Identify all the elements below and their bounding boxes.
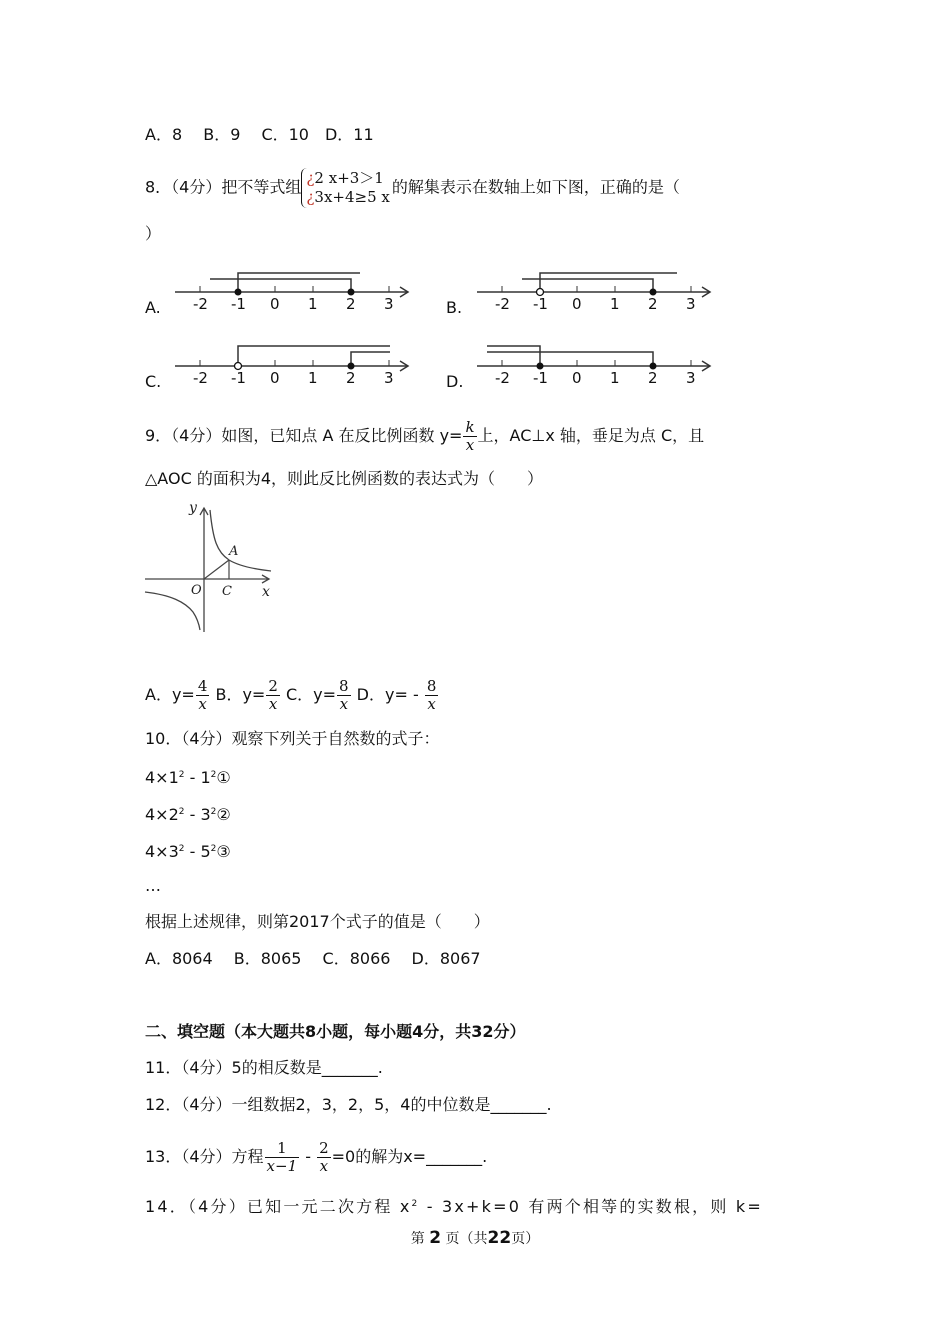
tick-label: -2 (193, 295, 208, 313)
option-a-label: A. (145, 298, 161, 317)
tick-label: 1 (610, 369, 620, 387)
row-a: 4×3 (145, 842, 179, 861)
number-line-d (472, 336, 717, 400)
row-mark: ③ (216, 842, 231, 861)
glyph-1: ¿ (306, 169, 315, 187)
q9-suffix: 上，AC⊥x 轴，垂足为点 C，且 (477, 426, 705, 445)
section-heading: 二、填空题（本大题共8小题，每小题4分，共32分） (145, 1022, 526, 1041)
tick-label: -1 (533, 369, 548, 387)
frac-den: x (339, 695, 349, 713)
tick-label: 0 (270, 369, 280, 387)
inequality-2: 3x+4≥5 x (314, 188, 390, 206)
row-b: - 1 (184, 768, 211, 787)
q8-prefix: 8．（4分）把不等式组 (145, 177, 302, 197)
superscript: 2 (411, 1199, 420, 1209)
frac-den: x−1 (266, 1157, 298, 1175)
number-line-a (170, 262, 415, 326)
q10-title: 10．（4分）观察下列关于自然数的式子： (145, 729, 440, 748)
page-footer (0, 1228, 950, 1248)
fraction-2 (317, 1140, 331, 1175)
tick-label: 3 (686, 369, 696, 387)
tick-label: 3 (384, 369, 394, 387)
frac-den: x (198, 695, 207, 713)
tick-label: 0 (572, 295, 582, 313)
superscript: 2 (178, 807, 185, 817)
q10-ellipsis: … (145, 876, 161, 895)
option-d-label: D. (446, 372, 464, 391)
glyph-2: ¿ (306, 188, 315, 206)
option-c-fraction (337, 678, 351, 713)
q13-text (145, 1140, 487, 1175)
frac-den: x (465, 436, 475, 454)
q14-b: - 3x+k=0 有两个相等的实数根，则 k= (419, 1197, 763, 1216)
superscript: 2 (210, 807, 217, 817)
q14-text (145, 1193, 763, 1218)
point-c-label: C (222, 584, 232, 599)
q9-line2: △AOC 的面积为4，则此反比例函数的表达式为（ ） (145, 469, 544, 488)
q10-row-3 (145, 838, 231, 863)
q11-text: 11．（4分）5的相反数是_______. (145, 1058, 383, 1077)
option-d-fraction (425, 678, 439, 713)
fraction-k-over-x (463, 419, 476, 454)
tick-label: -2 (495, 369, 510, 387)
q10-options: A．8064 B．8065 C．8066 D．8067 (145, 949, 481, 968)
tick-label: -2 (193, 369, 208, 387)
tick-label: -1 (231, 369, 246, 387)
q13-prefix: 13．（4分）方程 (145, 1147, 264, 1166)
superscript: 2 (210, 844, 217, 854)
frac-num: 8 (426, 677, 437, 695)
q13-suffix: =0的解为x=_______. (331, 1147, 488, 1166)
tick-label: 2 (648, 295, 658, 313)
row-a: 4×1 (145, 768, 179, 787)
q14-a: 14．（4分）已知一元二次方程 x (145, 1197, 412, 1216)
footer-pre: 第 (410, 1231, 425, 1247)
tick-label: -1 (533, 295, 548, 313)
q8-text (145, 168, 680, 208)
row-b: - 5 (184, 842, 211, 861)
hyperbola-graph (143, 500, 283, 639)
inequality-system (301, 168, 392, 208)
tick-label: 3 (384, 295, 394, 313)
x-axis-label: x (262, 584, 270, 600)
q9-prefix: 9．（4分）如图，已知点 A 在反比例函数 y= (145, 426, 463, 445)
frac-num: 4 (197, 677, 208, 695)
q7-options: A．8 B．9 C．10 D．11 (145, 125, 374, 144)
point-a-label: A (229, 544, 239, 559)
q8-suffix: 的解集表示在数轴上如下图，正确的是（ (391, 177, 680, 197)
q9-option-b: B．y= (215, 685, 266, 704)
q9-option-d: D．y= - (356, 685, 419, 704)
frac-num: 2 (268, 677, 278, 695)
frac-num: 1 (265, 1140, 300, 1158)
q10-row-1 (145, 764, 231, 789)
number-line-b (472, 262, 717, 326)
footer-mid: 页（共 (445, 1231, 488, 1247)
option-b-label: B. (446, 298, 463, 317)
frac-num: k (465, 418, 475, 436)
total-pages: 22 (487, 1228, 512, 1248)
superscript: 2 (210, 770, 217, 780)
q9-option-a: A．y= (145, 685, 195, 704)
q9-options (145, 678, 439, 713)
q12-text: 12．（4分）一组数据2，3，2，5，4的中位数是_______. (145, 1095, 552, 1114)
y-axis-label: y (189, 500, 197, 516)
tick-label: 3 (686, 295, 696, 313)
minus-sign: - (300, 1147, 317, 1166)
number-line-c (170, 336, 415, 400)
row-mark: ① (216, 768, 231, 787)
tick-label: -1 (231, 295, 246, 313)
tick-label: 2 (346, 369, 356, 387)
option-b-fraction (266, 678, 280, 713)
q8-close-paren: ） (145, 224, 162, 243)
q10-question: 根据上述规律，则第2017个式子的值是（ ） (145, 912, 490, 931)
inequality-1: 2 x+3＞1 (314, 169, 384, 187)
q9-option-c: C．y= (285, 685, 337, 704)
tick-label: 1 (308, 369, 318, 387)
tick-label: 0 (572, 369, 582, 387)
option-c-label: C. (145, 372, 162, 391)
q10-row-2 (145, 801, 231, 826)
origin-label: O (191, 583, 202, 598)
option-a-fraction (196, 678, 210, 713)
tick-label: 2 (648, 369, 658, 387)
q9-text (145, 419, 704, 454)
frac-num: 8 (339, 677, 349, 695)
superscript: 2 (178, 770, 185, 780)
footer-post: 页） (511, 1231, 540, 1247)
tick-label: 0 (270, 295, 280, 313)
tick-label: -2 (495, 295, 510, 313)
tick-label: 1 (308, 295, 318, 313)
frac-den: x (268, 695, 278, 713)
superscript: 2 (178, 844, 185, 854)
frac-den: x (319, 1157, 329, 1175)
row-b: - 3 (184, 805, 211, 824)
tick-label: 1 (610, 295, 620, 313)
row-mark: ② (216, 805, 231, 824)
page-number: 2 (429, 1228, 442, 1248)
frac-den: x (427, 695, 436, 713)
row-a: 4×2 (145, 805, 179, 824)
frac-num: 2 (319, 1139, 329, 1157)
fraction-1 (265, 1140, 300, 1175)
tick-label: 2 (346, 295, 356, 313)
